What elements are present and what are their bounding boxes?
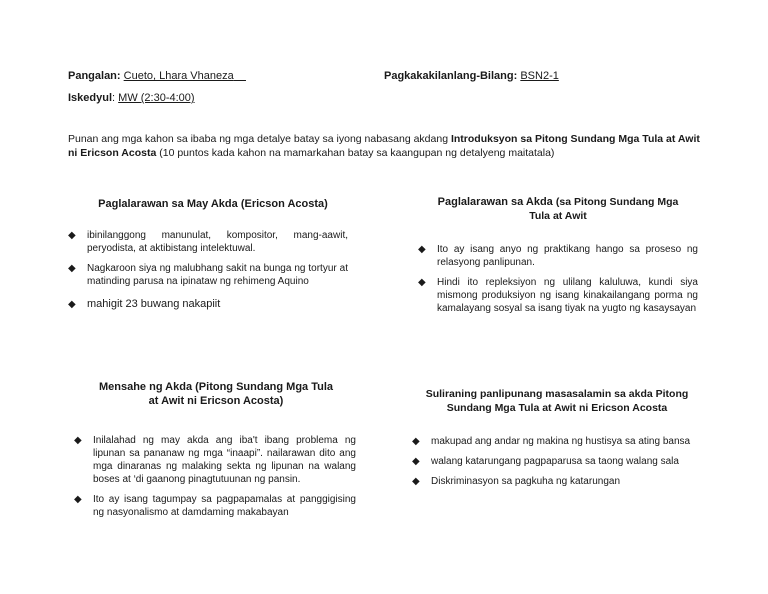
list-item: ◆ Diskriminasyon sa pagkuha ng katarungan <box>412 476 620 487</box>
work-title-main: Paglalarawan sa Akda <box>437 196 553 208</box>
author-list <box>68 229 348 311</box>
author-box-title: Paglalarawan sa May Akda (Ericson Acosta) <box>98 198 328 210</box>
issues-title-line1: Suliraning panlipunang masasalamin sa akda Pitong <box>425 388 689 400</box>
message-title-line1: Mensahe ng Akda (Pitong Sundang Mga Tula <box>98 381 334 393</box>
list-item: ◆ Hindi ito repleksiyon ng ulilang kaluluwa, kundi siya mismong produksiyon ng isang kinakailangang porma ng kamalayang sosyal sa isang tiyak na yugto ng kasaysayan <box>418 277 698 314</box>
schedule-label: Iskedyul <box>68 92 113 104</box>
intro-post: (10 puntos kada kahon na mamarkahan batay sa kaangupan ng detalyeng maitatala) <box>159 147 555 159</box>
issues-title-line2: Sundang Mga Tula at Awit ni Ericson Acosta <box>446 402 668 414</box>
work-box <box>418 195 698 322</box>
diamond-bullet-icon: ◆ <box>74 435 82 446</box>
intro-paragraph <box>68 132 708 160</box>
name-value: Cueto, Lhara Vhaneza <box>123 70 234 82</box>
work-list <box>418 243 698 315</box>
diamond-bullet-icon: ◆ <box>68 299 76 310</box>
list-item: ◆ walang katarungang pagpaparusa sa taong walang sala <box>412 456 679 467</box>
name-label: Pangalan: <box>68 70 121 82</box>
diamond-bullet-icon: ◆ <box>418 244 426 255</box>
list-item: ◆ Ito ay isang anyo ng praktikang hango sa proseso ng relasyong panlipunan. <box>418 244 698 268</box>
issues-box <box>412 387 702 495</box>
work-title-sub: (sa Pitong Sundang Mga Tula at Awit <box>529 196 679 222</box>
list-item: ◆ makupad ang andar ng makina ng hustisya sa ating bansa <box>412 436 691 447</box>
intro-title: Introduksyon sa Pitong Sundang Mga Tula at Awit ni Ericson Acosta <box>68 133 700 159</box>
diamond-bullet-icon: ◆ <box>418 277 426 288</box>
schedule-value: MW (2:30-4:00) <box>118 92 195 104</box>
work-box-title <box>418 195 698 223</box>
message-box <box>66 380 366 526</box>
schedule-field: Iskedyul: MW (2:30-4:00) <box>68 92 195 104</box>
id-field <box>384 69 559 83</box>
message-title-line2: at Awit ni Ericson Acosta) <box>148 395 284 407</box>
diamond-bullet-icon: ◆ <box>68 263 76 274</box>
list-item: ◆ Inilalahad ng may akda ang iba't ibang problema ng lipunan sa pananaw ng mga “inaapi”. nailarawan dito ang mga dinaranas ng malaking sekta ng lipunan na walang boses at ‘di gaanong pinagtutuunan ng pansin. <box>74 435 356 485</box>
diamond-bullet-icon: ◆ <box>68 230 76 241</box>
issues-list <box>412 435 702 488</box>
id-label: Pagkakakilanlang-Bilang: <box>384 70 518 82</box>
list-item: ◆ ibinilanggong manunulat, kompositor, mang-aawit, peryodista, at aktibistang intelektuwal. <box>68 230 348 254</box>
list-item: ◆ mahigit 23 buwang nakapiit <box>68 298 221 310</box>
diamond-bullet-icon: ◆ <box>412 456 420 467</box>
issues-box-title <box>412 387 702 415</box>
diamond-bullet-icon: ◆ <box>74 494 82 505</box>
list-item: ◆ Ito ay isang tagumpay sa pagpapamalas at panggigising ng nasyonalismo at damdaming makabayan <box>74 494 356 518</box>
diamond-bullet-icon: ◆ <box>412 476 420 487</box>
diamond-bullet-icon: ◆ <box>412 436 420 447</box>
id-value: BSN2-1 <box>520 70 559 82</box>
message-box-title <box>66 380 366 408</box>
name-field <box>68 69 246 83</box>
intro-pre: Punan ang mga kahon sa ibaba ng mga detalye batay sa iyong nabasang akdang <box>68 133 449 145</box>
message-list <box>66 434 356 519</box>
list-item: ◆ Nagkaroon siya ng malubhang sakit na bunga ng tortyur at matinding parusa na ipinataw ng rehimeng Aquino <box>68 263 348 287</box>
author-box <box>68 197 348 318</box>
